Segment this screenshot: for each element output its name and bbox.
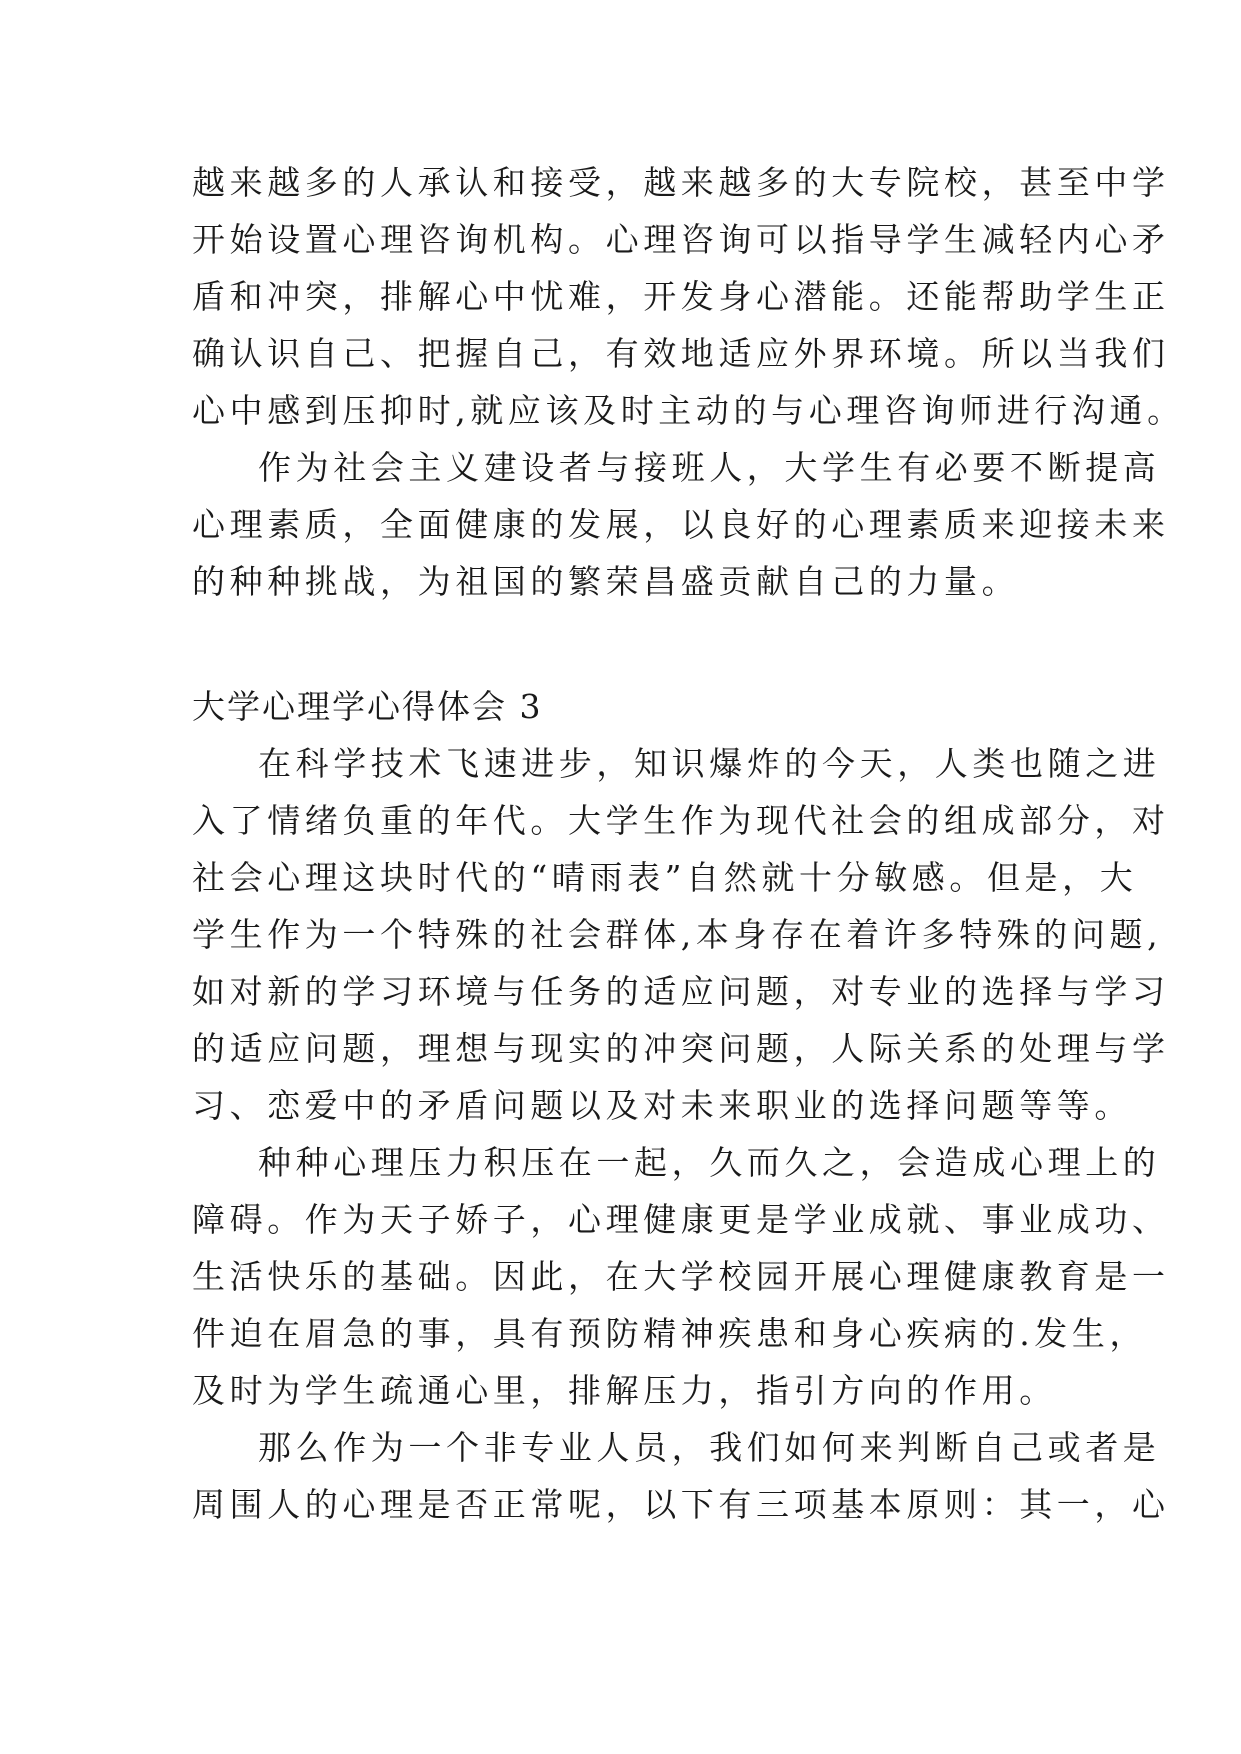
paragraph-line: 周围人的心理是否正常呢，以下有三项基本原则：其一，心 <box>192 1485 1170 1524</box>
paragraph-line: 学生作为一个特殊的社会群体,本身存在着许多特殊的问题, <box>192 915 1163 954</box>
paragraph-line: 习、恋爱中的矛盾问题以及对未来职业的选择问题等等。 <box>192 1086 1132 1125</box>
paragraph-line: 及时为学生疏通心里，排解压力，指引方向的作用。 <box>192 1371 1057 1410</box>
paragraph-line: 那么作为一个非专业人员，我们如何来判断自己或者是 <box>258 1428 1161 1467</box>
paragraph-line: 作为社会主义建设者与接班人，大学生有必要不断提高 <box>258 448 1161 487</box>
paragraph-line: 入了情绪负重的年代。大学生作为现代社会的组成部分，对 <box>192 801 1170 840</box>
paragraph-line: 确认识自己、把握自己，有效地适应外界环境。所以当我们 <box>192 334 1170 373</box>
paragraph-line: 心理素质，全面健康的发展，以良好的心理素质来迎接未来 <box>192 505 1170 544</box>
paragraph-line: 盾和冲突，排解心中忧难，开发身心潜能。还能帮助学生正 <box>192 277 1170 316</box>
paragraph-line: 种种心理压力积压在一起，久而久之，会造成心理上的 <box>258 1143 1161 1182</box>
paragraph-line: 在科学技术飞速进步，知识爆炸的今天，人类也随之进 <box>258 744 1161 783</box>
paragraph-line: 越来越多的人承认和接受，越来越多的大专院校，甚至中学 <box>192 163 1170 202</box>
paragraph-line: 件迫在眉急的事，具有预防精神疾患和身心疾病的.发生， <box>192 1314 1148 1353</box>
paragraph-line: 社会心理这块时代的“晴雨表”自然就十分敏感。但是，大 <box>192 858 1138 897</box>
paragraph-line: 开始设置心理咨询机构。心理咨询可以指导学生减轻内心矛 <box>192 220 1170 259</box>
paragraph-line: 如对新的学习环境与任务的适应问题，对专业的选择与学习 <box>192 972 1170 1011</box>
paragraph-line: 的种种挑战，为祖国的繁荣昌盛贡献自己的力量。 <box>192 562 1020 601</box>
paragraph-line: 生活快乐的基础。因此，在大学校园开展心理健康教育是一 <box>192 1257 1170 1296</box>
paragraph-line: 障碍。作为天子娇子，心理健康更是学业成就、事业成功、 <box>192 1200 1170 1239</box>
paragraph-line: 的适应问题，理想与现实的冲突问题，人际关系的处理与学 <box>192 1029 1170 1068</box>
paragraph-line: 心中感到压抑时,就应该及时主动的与心理咨询师进行沟通。 <box>192 391 1185 430</box>
section-heading: 大学心理学心得体会 3 <box>192 687 543 726</box>
